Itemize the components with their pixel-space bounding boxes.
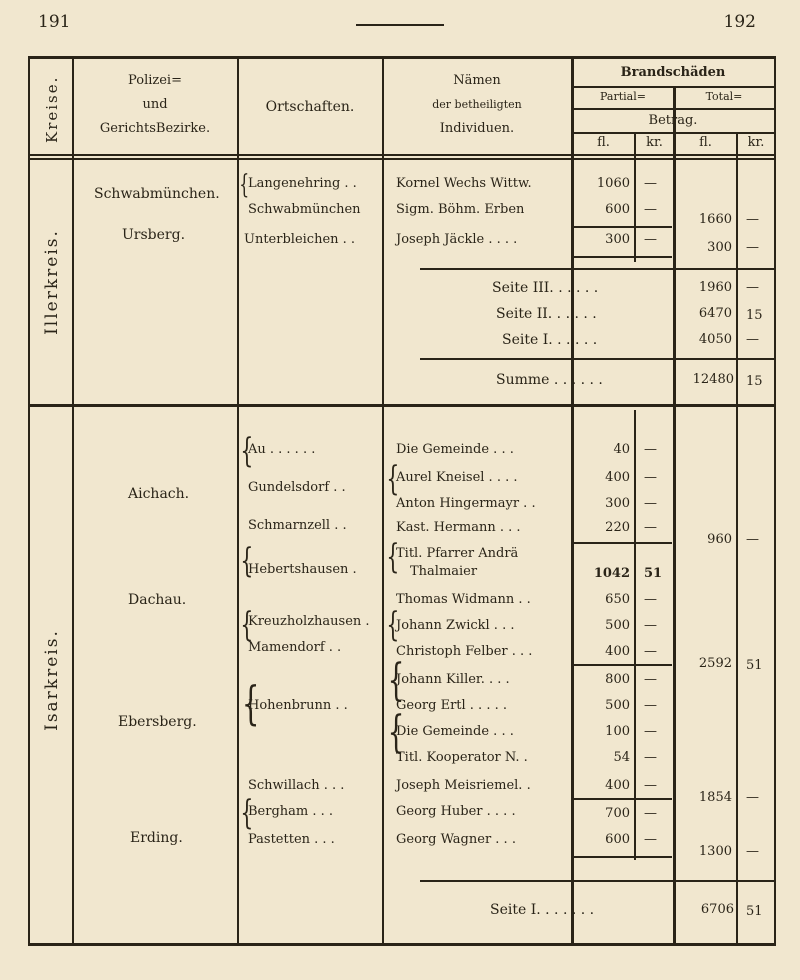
partial-300: 300 <box>605 232 630 247</box>
subtotal-rule <box>574 856 672 858</box>
seite-iii-kr: — <box>746 280 759 295</box>
name-thalmaier-1: Titl. Pfarrer Andrä <box>396 546 519 561</box>
name-felber: Christoph Felber . . . <box>396 644 533 659</box>
seite-ii-fl: 6470 <box>698 306 732 321</box>
header-kr-partial: kr. <box>646 135 663 150</box>
name-jaeckle: Joseph Jäckle . . . . <box>396 232 518 247</box>
col-line-namen <box>571 58 574 944</box>
seite-rule <box>420 880 774 882</box>
partial: 600 <box>605 832 630 847</box>
col-line-total-kr <box>736 132 738 944</box>
summe-rule <box>420 358 774 360</box>
partial-kr: — <box>644 778 657 793</box>
partial-kr: — <box>644 832 657 847</box>
district-ebersberg: Ebersberg. <box>118 714 197 730</box>
col-line-orte <box>382 58 384 944</box>
partial: 40 <box>613 442 630 457</box>
brace-icon: { <box>240 541 254 581</box>
partial-kr: — <box>644 592 657 607</box>
isar-seite-fl: 6706 <box>700 902 734 917</box>
partial: 100 <box>605 724 630 739</box>
partial-kr: — <box>644 202 657 217</box>
total-erding: 1300 <box>698 844 732 859</box>
district-erding: Erding. <box>130 830 183 846</box>
total-aichach-kr: — <box>746 532 759 547</box>
brace-icon: { <box>240 605 254 645</box>
district-schwabmuenchen: Schwabmünchen. <box>94 186 220 202</box>
header-fl-partial: fl. <box>597 135 610 150</box>
partial-kr: — <box>644 698 657 713</box>
brace-icon: { <box>386 537 400 577</box>
header-polizei-3: GerichtsBezirke. <box>99 121 211 136</box>
brace-icon: { <box>386 459 400 499</box>
col-line-kreis <box>72 58 74 944</box>
place-hohenbrunn: Hohenbrunn . . <box>248 698 348 713</box>
name-gemeinde-au: Die Gemeinde . . . <box>396 442 514 457</box>
header-betrag: Betrag. <box>648 113 698 128</box>
brace-icon: { <box>239 170 250 200</box>
brace-icon: { <box>241 676 260 730</box>
seite-iii-label: Seite III. . . . . . <box>492 280 599 296</box>
page-number-right: 192 <box>723 12 756 32</box>
partial-kr: — <box>644 470 657 485</box>
subtotal-rule <box>574 256 672 258</box>
partial-kr: — <box>644 520 657 535</box>
partial-kr: — <box>644 176 657 191</box>
total-aichach: 960 <box>707 532 732 547</box>
name-huber: Georg Huber . . . . <box>396 804 516 819</box>
subtotal-rule <box>574 542 672 544</box>
partial: 650 <box>605 592 630 607</box>
hline-section-divider <box>30 404 774 407</box>
partial: 400 <box>605 778 630 793</box>
header-polizei-1: Polizei= <box>128 73 182 88</box>
page-number-left: 191 <box>38 12 71 32</box>
name-meisriemel: Joseph Meisriemel. . <box>396 778 531 793</box>
name-hermann: Kast. Hermann . . . <box>396 520 521 535</box>
header-namen-1: Nämen <box>453 73 501 88</box>
col-line-partial-kr <box>634 410 636 860</box>
place-gundelsdorf: Gundelsdorf . . <box>248 480 346 495</box>
name-kneisel: Aurel Kneisel . . . . <box>396 470 518 485</box>
header-brandschaeden: Brandschäden <box>620 65 726 80</box>
sum-rule <box>420 268 774 270</box>
header-namen-3: Individuen. <box>439 121 515 136</box>
partial: 800 <box>605 672 630 687</box>
total-300: 300 <box>707 240 732 255</box>
seite-ii-label: Seite II. . . . . . <box>496 306 597 322</box>
summe-fl: 12480 <box>692 372 734 387</box>
partial-kr: — <box>644 644 657 659</box>
place-hebertshausen: Hebertshausen . <box>248 562 357 577</box>
name-killer: Johann Killer. . . . <box>396 672 510 687</box>
place-mamendorf: Mamendorf . . <box>248 640 342 655</box>
name-gemeinde-hohenbrunn: Die Gemeinde . . . <box>396 724 514 739</box>
place-kreuzholzhausen: Kreuzholzhausen . <box>248 614 370 629</box>
total-erding-kr: — <box>746 844 759 859</box>
header-rule <box>356 24 444 26</box>
subtotal-rule <box>574 798 672 800</box>
isar-seite-kr: 51 <box>746 904 763 919</box>
name-hingermayr: Anton Hingermayr . . <box>396 496 536 511</box>
subtotal-rule <box>574 226 672 228</box>
place-schwabmuenchen: Schwabmünchen <box>248 202 361 217</box>
brace-icon: { <box>387 707 405 758</box>
partial: 500 <box>605 698 630 713</box>
header-partial: Partial= <box>600 90 646 103</box>
partial: 220 <box>605 520 630 535</box>
name-zwickl: Johann Zwickl . . . <box>396 618 515 633</box>
name-boehm: Sigm. Böhm. Erben <box>396 202 525 217</box>
partial-kr: — <box>644 806 657 821</box>
seite-iii-fl: 1960 <box>698 280 732 295</box>
summe-label: Summe . . . . . . <box>496 372 603 388</box>
partial: 300 <box>605 496 630 511</box>
partial-kr: — <box>644 672 657 687</box>
subtotal-rule <box>574 664 672 666</box>
header-kreise: Kreise. <box>43 75 61 143</box>
total-dachau-kr: 51 <box>746 658 763 673</box>
name-kooperator: Titl. Kooperator N. . <box>396 750 528 765</box>
header-polizei-2: und <box>142 97 168 112</box>
header-kr-total: kr. <box>747 135 765 150</box>
seite-ii-kr: 15 <box>746 308 763 323</box>
partial-600: 600 <box>605 202 630 217</box>
partial-kr: — <box>644 442 657 457</box>
seite-i-kr: — <box>746 332 759 347</box>
total-ebersberg-kr: — <box>746 790 759 805</box>
kreis-isar: Isarkreis. <box>42 629 62 731</box>
partial-kr: 51 <box>644 566 663 581</box>
summe-kr: 15 <box>746 374 763 389</box>
brace-icon: { <box>240 793 254 833</box>
partial-kr: — <box>644 232 657 247</box>
district-ursberg: Ursberg. <box>122 227 186 243</box>
place-unterbleichen: Unterbleichen . . <box>244 232 356 247</box>
hline-header-bottom <box>30 154 774 156</box>
kreis-iller: Illerkreis. <box>42 229 62 335</box>
header-ortschaften: Ortschaften. <box>265 99 355 115</box>
partial: 700 <box>605 806 630 821</box>
district-aichach: Aichach. <box>128 486 190 502</box>
header-total: Total= <box>705 90 743 103</box>
partial: 400 <box>605 470 630 485</box>
total-kr: — <box>746 240 759 255</box>
seite-i-label: Seite I. . . . . . <box>502 332 598 348</box>
isar-seite-label: Seite I. . . . . . . <box>490 902 595 918</box>
col-line-bezirk <box>237 58 239 944</box>
partial-1060: 1060 <box>596 176 630 191</box>
partial-kr: — <box>644 618 657 633</box>
header-fl-total: fl. <box>699 135 712 150</box>
name-widmann: Thomas Widmann . . <box>396 592 531 607</box>
partial: 400 <box>605 644 630 659</box>
partial-kr: — <box>644 724 657 739</box>
total-dachau: 2592 <box>698 656 732 671</box>
name-wechs: Kornel Wechs Wittw. <box>396 176 532 191</box>
hline-header-bottom-2 <box>30 158 774 160</box>
name-ertl: Georg Ertl . . . . . <box>396 698 507 713</box>
place-bergham: Bergham . . . <box>248 804 334 819</box>
brace-icon: { <box>386 605 400 645</box>
brace-icon: { <box>240 431 254 471</box>
name-wagner: Georg Wagner . . . <box>396 832 516 847</box>
total-kr: — <box>746 212 759 227</box>
total-1660: 1660 <box>698 212 732 227</box>
brace-icon: { <box>387 655 405 706</box>
partial-kr: — <box>644 496 657 511</box>
place-au: Au . . . . . . <box>248 442 316 457</box>
partial: 500 <box>605 618 630 633</box>
partial: 54 <box>613 750 630 765</box>
partial: 1042 <box>593 566 630 581</box>
seite-i-fl: 4050 <box>698 332 732 347</box>
place-schmarnzell: Schmarnzell . . <box>248 518 347 533</box>
name-thalmaier-2: Thalmaier <box>410 564 478 579</box>
district-dachau: Dachau. <box>128 592 187 608</box>
place-schwillach: Schwillach . . . <box>248 778 345 793</box>
place-pastetten: Pastetten . . . <box>248 832 335 847</box>
partial-kr: — <box>644 750 657 765</box>
header-namen-2: der betheiligten <box>432 98 522 111</box>
place-langenehring: Langenehring . . <box>248 176 357 191</box>
total-ebersberg: 1854 <box>698 790 732 805</box>
